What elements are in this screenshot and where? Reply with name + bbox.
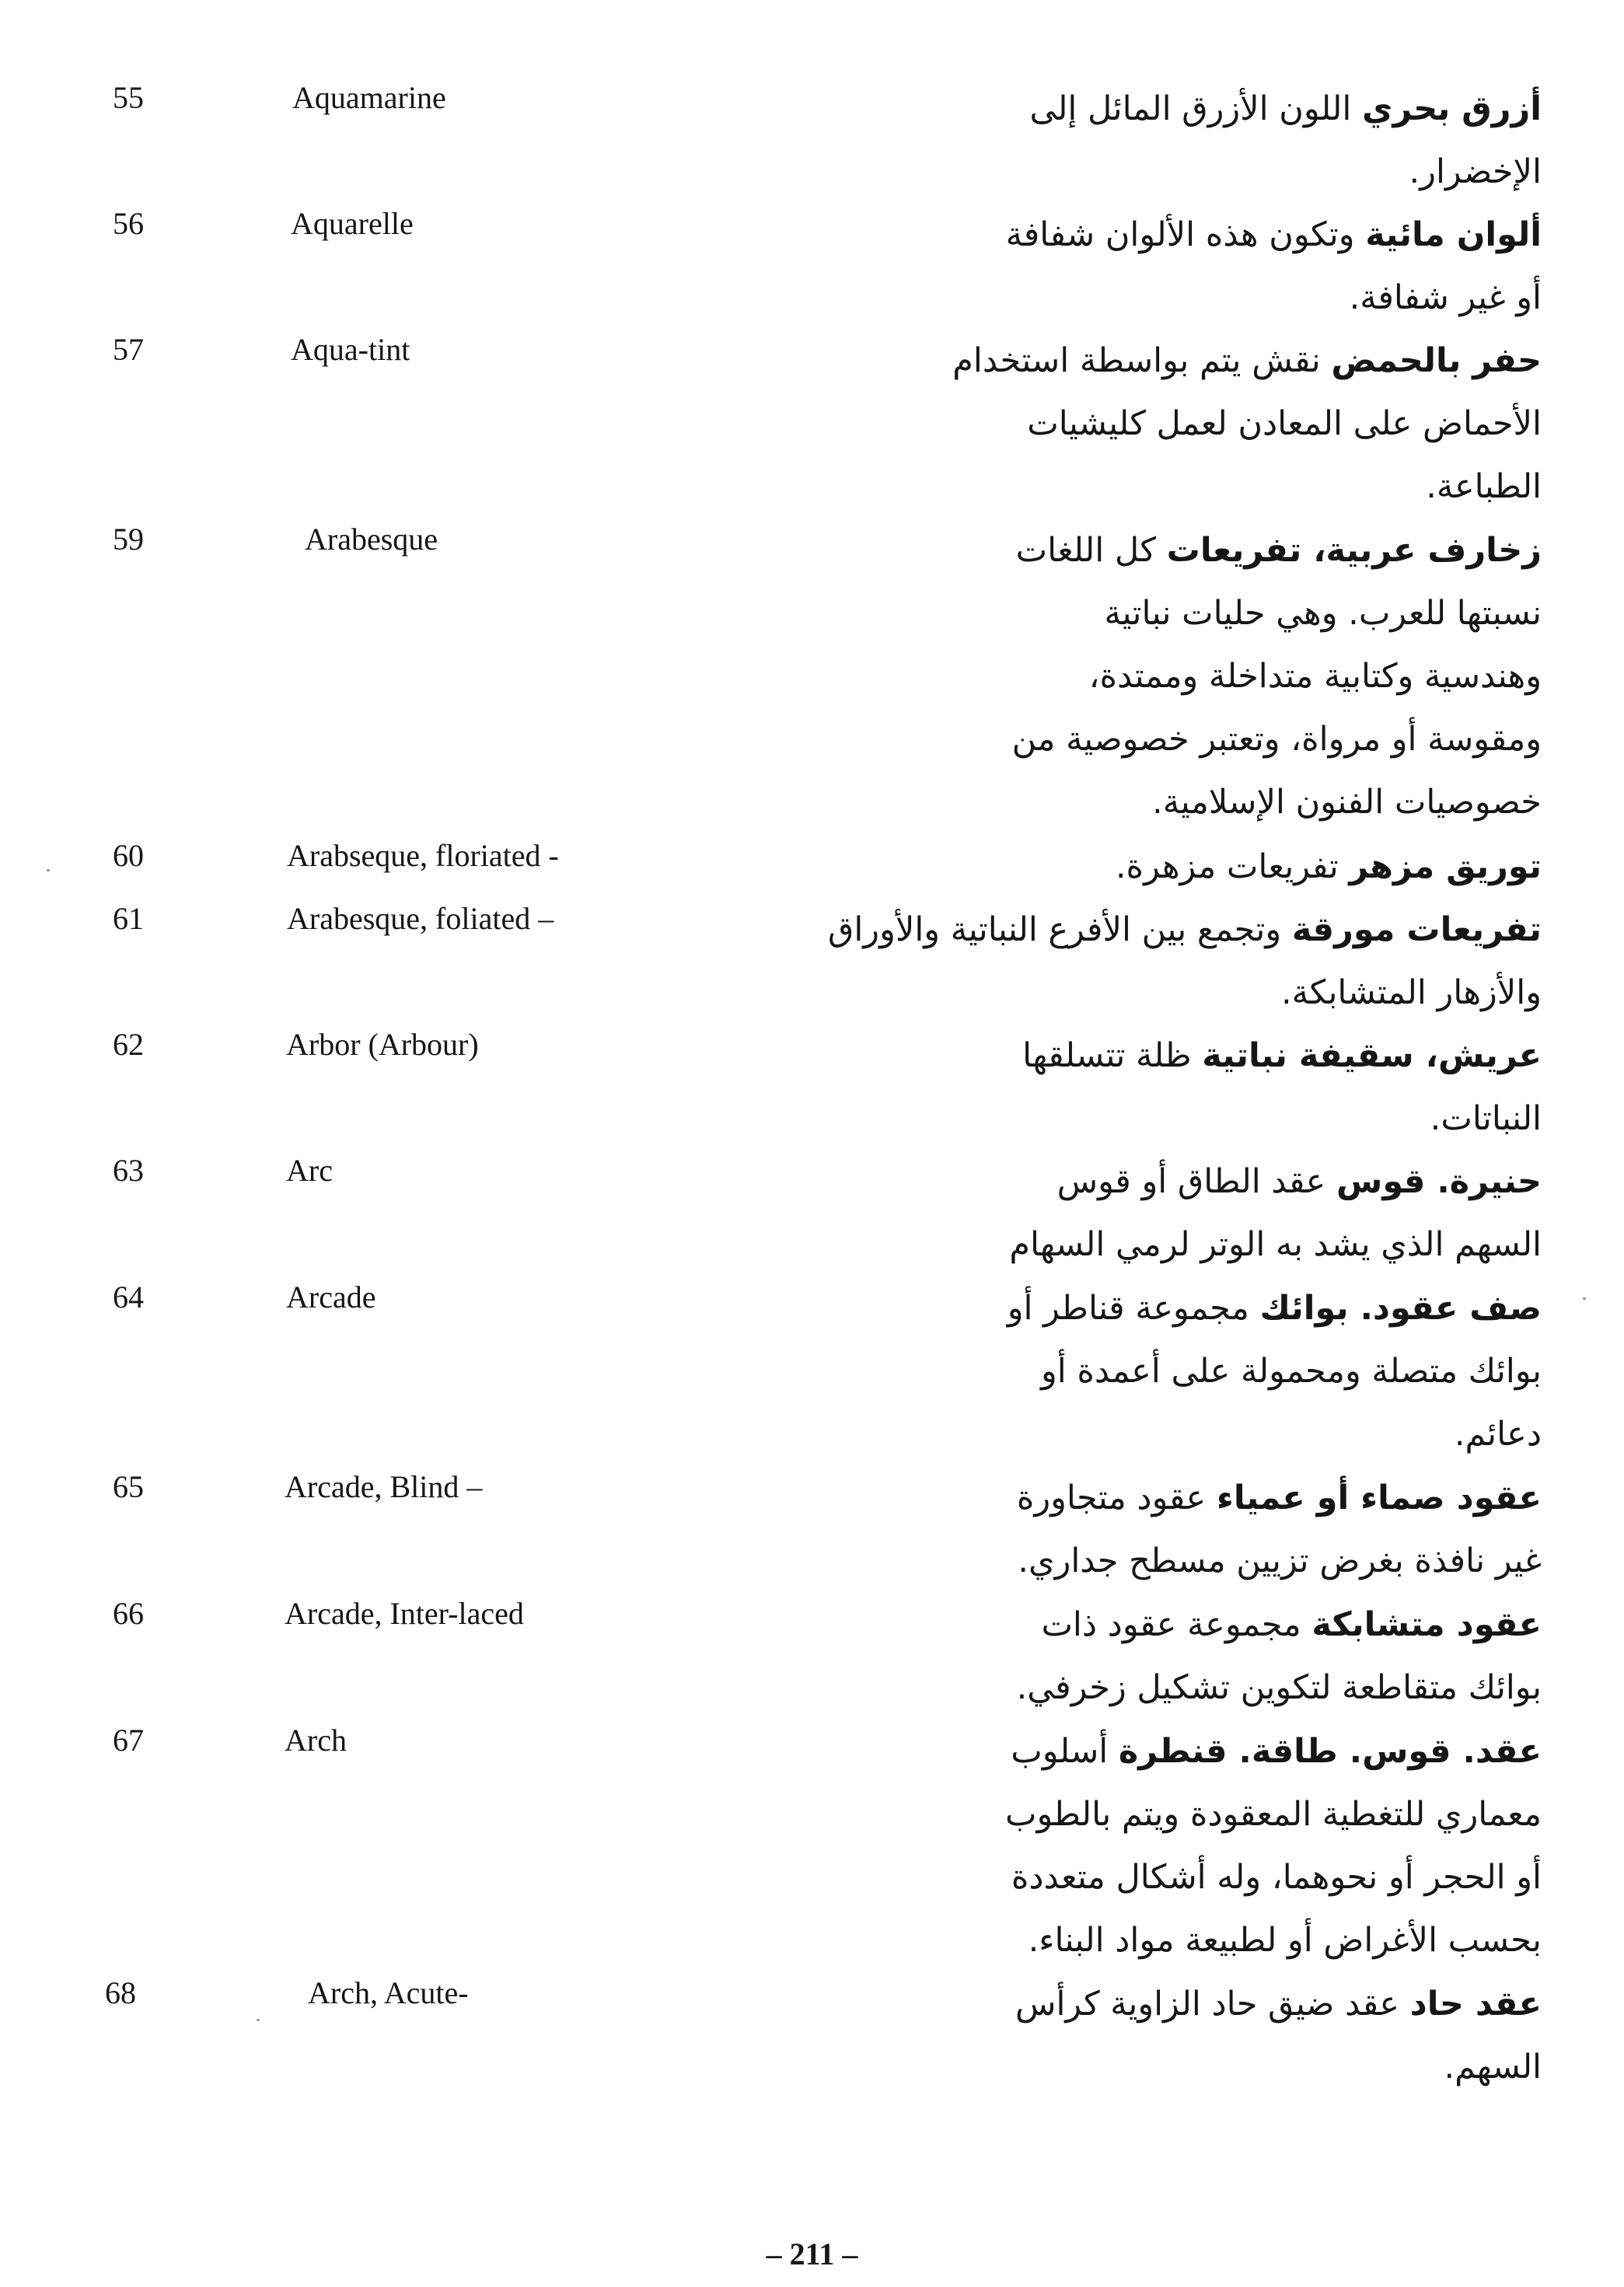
definition-text: وتجمع بين الأفرع النباتية والأوراق — [828, 910, 1282, 949]
english-term: Arcade — [286, 1280, 376, 1315]
definition-text: عقد ضيق حاد الزاوية كرأس — [1015, 1985, 1399, 2023]
arabic-headword: زخارف عربية، تفريعات — [1166, 531, 1542, 570]
definition-text: أسلوب — [1011, 1732, 1109, 1771]
arabic-definition — [686, 204, 1542, 330]
page-number: – 211 – — [766, 2236, 858, 2271]
english-term: Aqua-tint — [291, 332, 410, 367]
arabic-headword: تفريعات مورقة — [1291, 910, 1542, 949]
arabic-headword: حفر بالحمض — [1331, 341, 1542, 380]
scan-speck — [1583, 1297, 1586, 1300]
entry-number: 62 — [113, 1027, 144, 1062]
definition-line: النباتات. — [1430, 1099, 1542, 1138]
definition-text: عقود متجاورة — [1016, 1479, 1207, 1517]
definition-line: بوائك متقاطعة لتكوين تشكيل زخرفي. — [1016, 1668, 1542, 1707]
definition-line: الأحماض على المعادن لعمل كليشيات — [1027, 404, 1542, 443]
arabic-headword: عقود متشابكة — [1311, 1605, 1542, 1644]
arabic-headword: عقود صماء أو عمياء — [1216, 1479, 1542, 1517]
entry-number: 55 — [113, 80, 144, 115]
definition-text: ظلة تتسلقها — [1022, 1036, 1192, 1075]
arabic-definition — [686, 1720, 1542, 1972]
definition-line: وهندسية وكتابية متداخلة وممتدة، — [1088, 657, 1542, 696]
arabic-definition — [686, 1594, 1542, 1720]
entry-number: 66 — [113, 1596, 144, 1631]
english-term: Arch — [285, 1723, 347, 1758]
arabic-definition — [686, 78, 1542, 204]
definition-line: بحسب الأغراض أو لطبيعة مواد البناء. — [1028, 1921, 1542, 1960]
english-term: Arabesque, foliated – — [287, 901, 554, 936]
arabic-definition — [686, 1150, 1542, 1276]
definition-text: مجموعة قناطر أو — [1007, 1289, 1249, 1328]
definition-text: تفريعات مزهرة. — [1115, 847, 1339, 886]
definition-line: خصوصيات الفنون الإسلامية. — [1152, 783, 1542, 822]
definition-line: غير نافذة بغرض تزيين مسطح جداري. — [1018, 1542, 1542, 1580]
entry-number: 63 — [113, 1153, 144, 1188]
definition-text: كل اللغات — [1015, 531, 1156, 570]
arabic-definition — [686, 1025, 1542, 1150]
definition-line: بوائك متصلة ومحمولة على أعمدة أو — [1040, 1352, 1542, 1391]
arabic-headword: عقد. قوس. طاقة. قنطرة — [1118, 1732, 1542, 1771]
definition-line: الإخضرار. — [1409, 152, 1542, 191]
arabic-definition — [686, 330, 1542, 519]
english-term: Aquarelle — [291, 206, 414, 241]
definition-text: وتكون هذه الألوان شفافة — [1005, 215, 1355, 254]
english-term: Arcade, Inter-laced — [285, 1596, 524, 1631]
entry-number: 60 — [113, 838, 144, 873]
scan-speck — [257, 2019, 260, 2021]
definition-text: نقش يتم بواسطة استخدام — [952, 341, 1321, 380]
english-term: Aquamarine — [292, 80, 446, 115]
arabic-definition — [686, 899, 1542, 1025]
arabic-headword: توريق مزهر — [1349, 847, 1542, 886]
entry-number: 56 — [113, 206, 144, 241]
scan-speck — [47, 869, 50, 871]
entry-number: 57 — [113, 332, 144, 367]
arabic-headword: عريش، سقيفة نباتية — [1202, 1036, 1542, 1075]
english-term: Arbor (Arbour) — [286, 1027, 479, 1062]
entry-number: 65 — [113, 1469, 144, 1504]
english-term: Arabseque, floriated - — [287, 838, 559, 873]
english-term: Arch, Acute- — [308, 1975, 469, 2010]
arabic-headword: حنيرة. قوس — [1336, 1162, 1542, 1201]
definition-line: أو الحجر أو نحوهما، وله أشكال متعددة — [1011, 1858, 1542, 1897]
arabic-definition — [686, 836, 1542, 899]
definition-line: ومقوسة أو مرواة، وتعتبر خصوصية من — [1011, 720, 1542, 759]
english-term: Arcade, Blind – — [285, 1469, 483, 1504]
entry-number: 68 — [105, 1975, 136, 2010]
arabic-definition — [686, 1467, 1542, 1593]
arabic-headword: عقد حاد — [1409, 1985, 1542, 2023]
english-term: Arabesque — [305, 522, 438, 557]
definition-line: السهم الذي يشد به الوتر لرمي السهام — [1009, 1225, 1542, 1264]
definition-line: السهم. — [1444, 2048, 1542, 2086]
definition-text: اللون الأزرق المائل إلى — [1029, 89, 1352, 128]
entry-number: 67 — [113, 1723, 144, 1758]
definition-line: معماري للتغطية المعقودة ويتم بالطوب — [1005, 1795, 1542, 1834]
definition-text: عقد الطاق أو قوس — [1056, 1162, 1326, 1201]
entry-number: 59 — [113, 522, 144, 557]
arabic-definition — [686, 519, 1542, 834]
definition-line: أو غير شفافة. — [1349, 278, 1542, 317]
arabic-headword: صف عقود. بوائك — [1259, 1289, 1542, 1328]
arabic-headword: ألوان مائية — [1365, 215, 1542, 254]
definition-line: نسبتها للعرب. وهي حليات نباتية — [1104, 594, 1542, 633]
definition-line: دعائم. — [1454, 1415, 1542, 1454]
entry-number: 61 — [113, 901, 144, 936]
definition-text: مجموعة عقود ذات — [1041, 1605, 1301, 1644]
english-term: Arc — [286, 1153, 333, 1188]
arabic-definition — [686, 1277, 1542, 1466]
entry-number: 64 — [113, 1280, 144, 1315]
definition-line: الطباعة. — [1426, 467, 1542, 506]
definition-line: والأزهار المتشابكة. — [1281, 973, 1542, 1012]
arabic-headword: أزرق بحري — [1362, 89, 1542, 128]
arabic-definition — [686, 1973, 1542, 2099]
